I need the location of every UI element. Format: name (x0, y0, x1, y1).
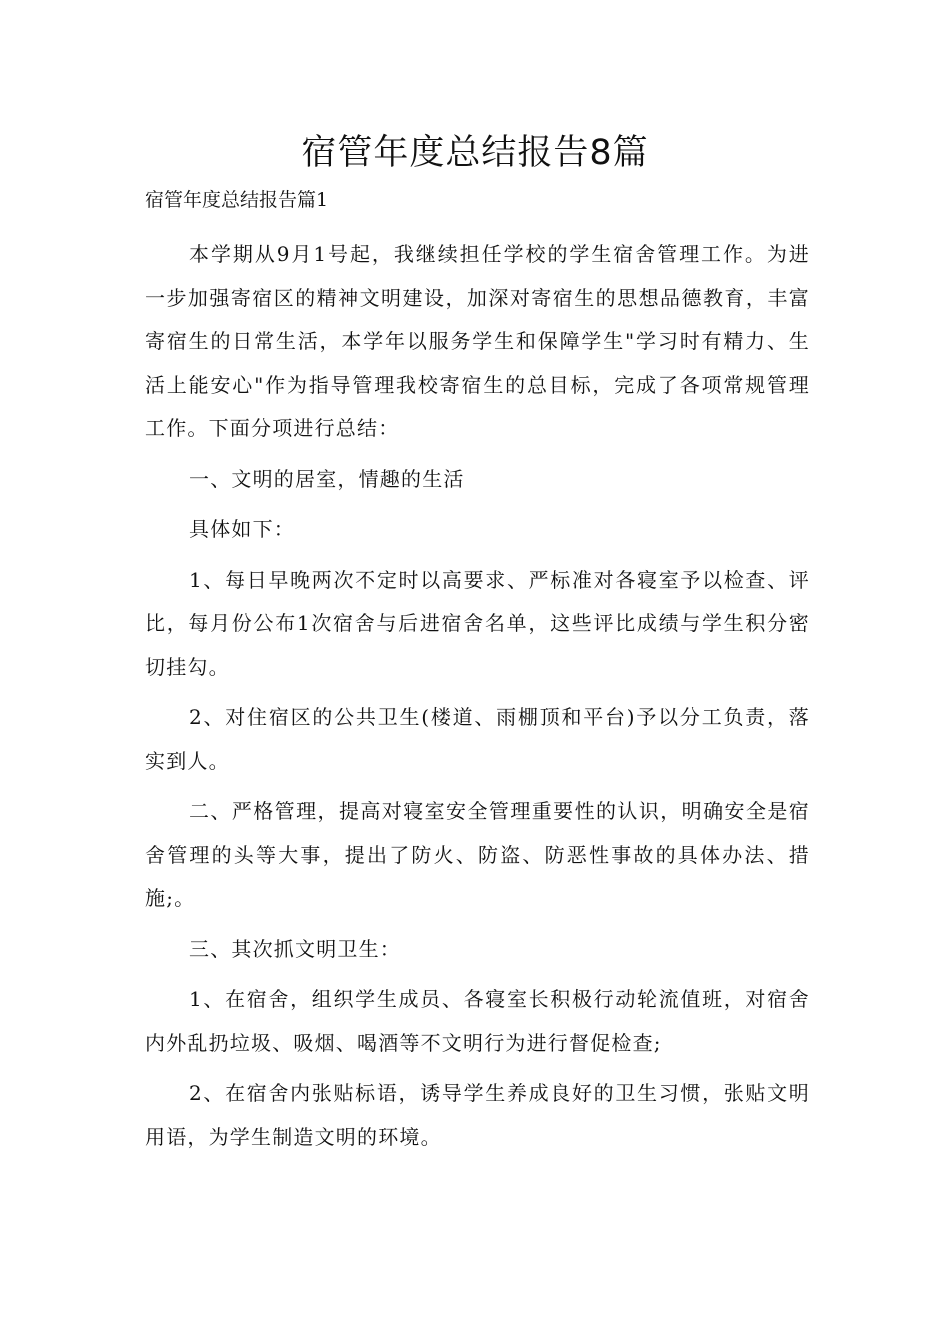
section-heading: 宿管年度总结报告篇1 (145, 189, 329, 211)
paragraph-item-3-1: 1、在宿舍，组织学生成员、各寝室长积极行动轮流值班，对宿舍内外乱扔垃圾、吸烟、喝酒等不文明行为进行督促检查; (145, 987, 810, 1055)
paragraph-item-1: 1、每日早晚两次不定时以高要求、严标准对各寝室予以检查、评比，每月份公布1次宿舍与后进宿舍名单，这些评比成绩与学生积分密切挂勾。 (145, 567, 810, 679)
document-title: 宿管年度总结报告8篇 (301, 133, 649, 173)
paragraph-section-one-heading: 一、文明的居室，情趣的生活 (189, 466, 465, 491)
paragraph-intro: 本学期从9月1号起，我继续担任学校的学生宿舍管理工作。为进一步加强寄宿区的精神文明建设，加深对寄宿生的思想品德教育，丰富寄宿生的日常生活，本学年以服务学生和保障学生"学习时有精力、生活上能安心"作为指导管理我校寄宿生的总目标，完成了各项常规管理工作。下面分项进行总结： (145, 242, 810, 440)
paragraph-item-3-2: 2、在宿舍内张贴标语，诱导学生养成良好的卫生习惯，张贴文明用语，为学生制造文明的环境。 (145, 1081, 810, 1149)
paragraph-section-two: 二、严格管理，提高对寝室安全管理重要性的认识，明确安全是宿舍管理的头等大事，提出了防火、防盗、防恶性事故的具体办法、措施;。 (145, 799, 810, 910)
paragraph-item-2: 2、对住宿区的公共卫生(楼道、雨棚顶和平台)予以分工负责，落实到人。 (145, 705, 810, 773)
document-body (145, 233, 810, 1166)
paragraph-section-three-heading: 三、其次抓文明卫生： (189, 936, 401, 961)
paragraph-details-intro: 具体如下： (189, 517, 295, 541)
